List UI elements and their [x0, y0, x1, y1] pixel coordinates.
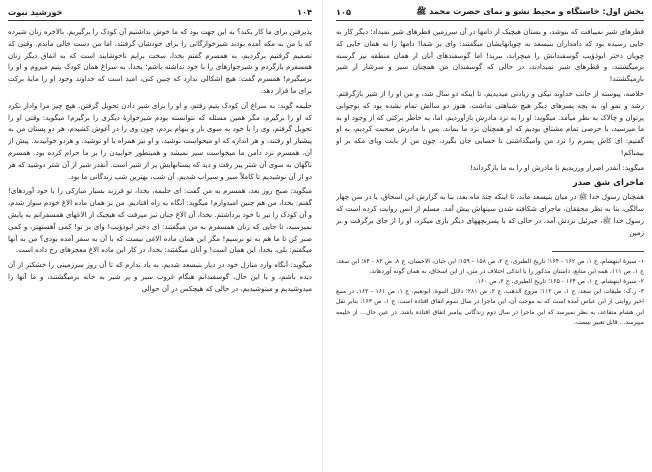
paragraph: حلیمه گوید: به سراغ آن کودک یتیم رفتم، و او را برای شیر دادن تحویل گرفتن. هیچ چیز مرا وادار نکرد که او را برگیرم، مگر همین مسئله که نتوانسته بودم شیرخوارهٔ دیگری را برگیرم! میگوید: وقتی او را تحویل گرفتم، وی را با خود به سوی بار و بنهام بردم، چون وی را در آغوش کشیدم، هر دو پستان من به پیشباز او رفتند، و هر اندازه که او میخواست نوشید، و او نیز همراه با او نوشید، و هردو خوابیدند. پیش از آن، همسرم نزد دامن ما میخواست سیر نمیشد و همینطور خوابیدن را بر ما حرام کرده بود. همسرم ناگهان به سوی آن شتر پیر رفت و دید که پستانهایش پر از شیر است. آنقدر شیر از آن شتر دوشید که هر دو از آن نوشیدیم تا کاملاً سیر و سیراب شدیم. آن شب، بهترین شب زندگانی ما بود.: [8, 100, 312, 181]
page-gutter: [322, 0, 323, 472]
paragraph: قطرهای شیر نمییافت که بنوشد، و بستان هیچیک از دامها در آن سرزمین قطرهای شیر نمیداد؛ دیگر کار به جایی رسیده بود که دامداران بنیسعد به چوپانهایشان میگفتند: وای بر شما! دامها را به همان جایی که چوپان دختر ابوذؤیب گوسفندانش را میچراند، ببرید! اما گوسفندهای آنان از همان منطقه نیز گرسنه برمیگشتند، و قطرهای شیر نمیدادند، در حالی که گوسفندان من همچنان سیر و سرشار از شیر بازمیگشتند!: [336, 27, 644, 84]
paragraph: میگوید: آنگاه وارد منازل خود در دیار بنیسعد شدیم. به یاد ندارم که تا آن روز سرزمینی را خشکتر از آن دیده باشم، و با این حال، گوسفندانم هنگام غروب سیر و پر شیر به خانه برمیگشتند، و ما آنها را میدوشیدیم و مینوشیدیم، در حالی که هیچکس در آن حوالی: [8, 260, 312, 293]
footnote: ۳- ر.ک: طبقات ابن سعد، ج ۱، ص ۱۱۲؛ مروج الذهب، ج ۲، ص ۲۸۱؛ دلائل النبوة، ابونعیم، ج ۱، ص ۱۶۱ - ۱۶۲، در منبع اخیر روایتی از ابن عباس آمده است که به موجب آن، این ماجرا در سال سوم اتفاق افتاده است. ج ۱، ص ۱۶۳، بنابر نقل ابن هشام متقاعد، به نظر نمیرسد که این ماجرا در سال دوم زندگانی پیامبر اتفاق افتاده باشد. در عین حال... از حلیمه میپرسد... قابل تعبیر نیست.: [336, 288, 644, 326]
left-page-number: ۱۰۴: [297, 7, 312, 17]
right-running-title: بخش اول: خاستگاه و محیط نشو و نمای حضرت محمد ﷺ: [416, 6, 644, 16]
footnote: ۲- سیرهٔ ابنهشام، ج ۱، ص ۱۶۴ - ۱۶۵؛ تاریخ الطبری، ج ۲، ص ۱۶۰.: [475, 277, 644, 285]
left-page: [8, 6, 312, 468]
paragraph: پذیرفتن برای ما کار بکند؟ به این جهت بود که ما خوش نداشتیم آن کودک را برگیریم. بالاخره زنان شیرده که با من به مکه آمده بودند شیرخوارگانی را برای خودشان گرفتند، اما من دست خالی ماندم. وقتی که تصمیم گرفتیم برگردیم، به همسرم گفتم بخدا، سخت برایم ناخوشایند است که به اتفاق دیگر زنان همسفرم بازگردم و شیرخوارهای را با خود نداشته باشم؛ بخدا، به سراغ همان کودک یتیم میروم و او را برمیگیرم! همسرم گفت: هیچ اشکالی ندارد که چنین کنی، امید است که خداوند وجود او را مایهٔ برکت برای ما قرار دهد.: [8, 27, 312, 95]
left-page-header: [8, 6, 312, 21]
paragraph: همچنان رسول خدا ﷺ در میان بنیسعد ماند، تا اینکه چند ماه بعد، بنا به گزارش ابن اسحاق، یا در سن چهار سالگی، بنا به نظر محققان، ماجرای شکافته شدن سینهاش پیش آمد. مسلم از انس روایت کرده است که رسول خدا ﷺ، جبرئیل نزدش آمد، در حالی که با پسربچههای دیگر بازی میکرد، او را از جای برگرفت و بر زمین: [336, 192, 644, 237]
footnote: ۱- سیرهٔ ابنهشام، ج ۱، ص ۱۶۲ - ۱۶۴؛ تاریخ الطبری، ج ۲، ص ۱۵۸ - ۱۵۹؛ ابن حبان، الاحسان، ج ۸، ص ۸۲ - ۸۴؛ ابن سعد، ج ۱، ص ۱۱۱، همه این منابع، داستان مذکور را با اندکی اختلاف در متن، از ابن اسحاق، به همان گونه آوردهاند.: [336, 257, 644, 275]
section-heading: ماجرای شق صدر: [572, 177, 644, 188]
paragraph: میگوید: صبح روز بعد، همسرم به من گفت: ای حلیمه، بخدا، تو فرزند بسیار مبارکی را با خود آوردهای! گفتم: بخدا، من هم چنین امیدوارم! میگوید: آنگاه به راه افتادیم. من بر همان ماده الاغ خودم سوار شدم، و آن کودک را نیز با خود برداشتم. بخدا، آن الاغ چنان تیز میرفت که هیچیک از الاغهای همسفرانم به پایش نمیرسید، تا جایی که زنان همسفرم به من میگفتند: ای دختر ابوذؤیب! وای بر تو! کمی آهستهتر، و کمی صبر کن تا ما هم به تو برسیم! مگر این همان ماده الاغی نیست که با آن به سفر آمده بودی؟ من به آنها میگفتم: بلی، بخدا، این همان است! و آنان میگفتند: بخدا، در کار این ماده الاغ معجزهای رخ داده است.: [8, 186, 312, 255]
footnote-divider: [552, 251, 644, 252]
left-running-title: خورشید نبوت: [8, 7, 63, 17]
right-body-text: [336, 26, 644, 239]
paragraph: خلاصه، پیوسته از جانب خداوند نیکی و زیادتی میدیدیم، تا اینکه دو سال شد، و من او را از شیر بازگرفتم. رشد و نمو او، به پچه پسرهای دیگر هیچ شباهتی نداشت. هنوز دو سالش تمام نشده بود که نوجوانی پرتوان و چالاک به نظر میآمد. میگوید: او را به نزد مادرش بازآوردیم، اما، به خاطر برکتی که از وجود او به ما میرسید، با حرصی تمام مشتاق بودیم که او همچنان نزد ما بماند. پس با مادرش صحبت کردیم، به او گفتیم: ای کاش پسرم را نزد من وامیگذاشتی تا حسابی جان بگیرد، چون من از بابت وبای مکه بر او بیمناکم!: [336, 88, 644, 157]
left-body-text: [8, 26, 312, 295]
footnotes: [336, 257, 644, 328]
paragraph: میگوید: آنقدر اصرار ورزیدیم تا مادرش او را به ما بازگرداند!: [469, 162, 644, 172]
right-page-header: [336, 6, 644, 21]
right-page-number: ۱۰۵: [336, 7, 351, 17]
right-page: [336, 6, 644, 468]
